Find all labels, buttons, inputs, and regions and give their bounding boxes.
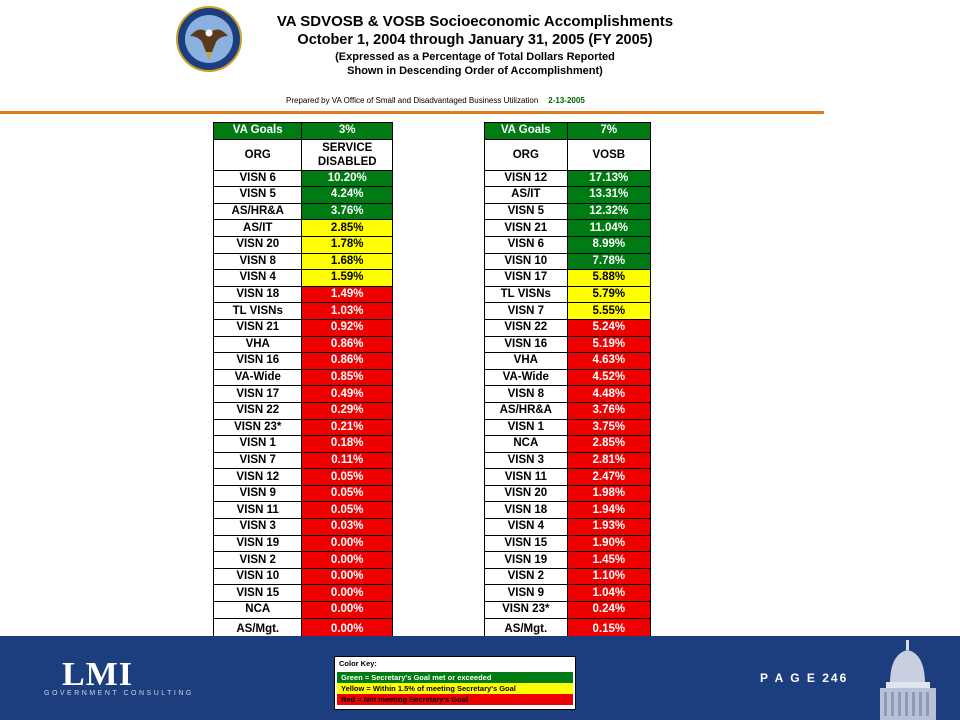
org-cell: AS/Mgt. [214,618,302,641]
value-cell: 0.85% [302,369,393,386]
org-cell: VISN 18 [214,286,302,303]
org-cell: TL VISNs [214,303,302,320]
sdvosb-goal-row [214,123,393,140]
goal-value: 7% [567,123,650,140]
value-cell: 7.78% [567,253,650,270]
table-row [214,203,393,220]
value-cell: 0.21% [302,419,393,436]
page-label: P A G E [760,671,817,685]
value-cell: 0.05% [302,469,393,486]
goal-value: 3% [302,123,393,140]
org-header: ORG [485,139,568,170]
org-cell: VHA [485,353,568,370]
table-row [214,402,393,419]
table-row [485,469,651,486]
table-row [485,519,651,536]
table-row [485,602,651,619]
org-cell: VISN 19 [485,552,568,569]
org-cell: VISN 12 [485,170,568,187]
value-cell: 5.19% [567,336,650,353]
table-row [214,502,393,519]
value-cell: 4.63% [567,353,650,370]
value-cell: 0.49% [302,386,393,403]
table-row [214,485,393,502]
sdvosb-header-row [214,139,393,170]
value-cell: 1.04% [567,585,650,602]
period-subtitle: October 1, 2004 through January 31, 2005 (FY 2005) [297,32,653,48]
sdvosb-table [213,122,393,642]
vosb-header: VOSB [567,139,650,170]
value-cell: 2.85% [567,436,650,453]
table-row [485,220,651,237]
prepared-by-text: Prepared by VA Office of Small and Disadvantaged Business Utilization [286,96,539,105]
value-cell: 0.86% [302,353,393,370]
value-cell: 3.75% [567,419,650,436]
value-cell: 5.55% [567,303,650,320]
table-row [214,319,393,336]
value-cell: 0.29% [302,402,393,419]
value-cell: 10.20% [302,170,393,187]
org-cell: VISN 8 [214,253,302,270]
table-row [214,452,393,469]
vosb-table [484,122,651,642]
prepared-by [286,96,585,105]
color-key-red: Red = Not meeting Secretary's Goal [337,694,573,705]
org-cell: VISN 10 [485,253,568,270]
org-cell: VISN 18 [485,502,568,519]
org-cell: VISN 20 [214,236,302,253]
table-row [485,535,651,552]
value-cell: 0.03% [302,519,393,536]
table-row [485,353,651,370]
table-row [214,369,393,386]
table-row [485,419,651,436]
table-row [214,187,393,204]
org-header: ORG [214,139,302,170]
value-cell: 1.03% [302,303,393,320]
org-cell: VISN 3 [214,519,302,536]
value-cell: 12.32% [567,203,650,220]
org-cell: VISN 16 [485,336,568,353]
org-cell: VISN 9 [214,485,302,502]
org-cell: VISN 22 [485,319,568,336]
table-row [485,552,651,569]
org-cell: VISN 5 [485,203,568,220]
table-row [214,585,393,602]
value-cell: 0.00% [302,618,393,641]
table-row [485,585,651,602]
color-key [334,656,576,710]
org-cell: VISN 17 [485,270,568,287]
vosb-header-row [485,139,651,170]
color-key-yellow: Yellow = Within 1.5% of meeting Secretary's Goal [337,683,573,694]
table-row [485,170,651,187]
value-cell: 1.94% [567,502,650,519]
value-cell: 13.31% [567,187,650,204]
org-cell: VISN 20 [485,485,568,502]
table-row [485,386,651,403]
table-row [485,203,651,220]
org-cell: VISN 22 [214,402,302,419]
table-row [485,286,651,303]
org-cell: VHA [214,336,302,353]
org-cell: AS/HR&A [485,402,568,419]
value-cell: 4.48% [567,386,650,403]
title-block [250,12,700,78]
table-row [214,535,393,552]
value-cell: 0.00% [302,602,393,619]
table-row [485,402,651,419]
org-cell: VISN 6 [214,170,302,187]
note-line-1: (Expressed as a Percentage of Total Dollars Reported [335,51,615,63]
value-cell: 5.88% [567,270,650,287]
value-cell: 0.11% [302,452,393,469]
org-cell: VISN 8 [485,386,568,403]
slide-header [0,0,960,115]
table-row [485,485,651,502]
value-cell: 1.45% [567,552,650,569]
org-cell: VISN 3 [485,452,568,469]
org-cell: VISN 1 [214,436,302,453]
page-title: VA SDVOSB & VOSB Socioeconomic Accomplishments [276,13,674,30]
org-cell: VISN 21 [485,220,568,237]
table-row [214,253,393,270]
lmi-logo-subtitle: GOVERNMENT CONSULTING [44,690,194,697]
value-cell: 0.05% [302,485,393,502]
page-number-value: 246 [822,671,849,685]
vosb-rows [485,170,651,641]
table-row [214,568,393,585]
lmi-logo: LMI [62,656,133,693]
header-line-1: SERVICE [322,141,373,154]
org-cell: VISN 11 [485,469,568,486]
org-cell: VISN 11 [214,502,302,519]
value-cell: 0.86% [302,336,393,353]
capitol-dome-icon [860,636,960,720]
header-line-2: DISABLED [317,155,377,168]
org-cell: VISN 15 [214,585,302,602]
org-cell: VISN 10 [214,568,302,585]
value-cell: 0.18% [302,436,393,453]
goal-label: VA Goals [485,123,568,140]
prepared-date: 2-13-2005 [548,96,585,105]
table-row [485,369,651,386]
value-cell: 3.76% [302,203,393,220]
table-row [485,303,651,320]
table-row [485,436,651,453]
org-cell: VISN 2 [214,552,302,569]
org-cell: VISN 1 [485,419,568,436]
service-disabled-header [302,139,393,170]
va-seal-icon [176,6,242,72]
value-cell: 1.68% [302,253,393,270]
org-cell: AS/IT [214,220,302,237]
org-cell: VISN 23* [485,602,568,619]
table-row [214,236,393,253]
value-cell: 11.04% [567,220,650,237]
value-cell: 0.00% [302,535,393,552]
table-row [214,436,393,453]
value-cell: 5.24% [567,319,650,336]
sdvosb-rows [214,170,393,641]
value-cell: 0.92% [302,319,393,336]
value-cell: 1.49% [302,286,393,303]
table-row [485,187,651,204]
value-cell: 1.59% [302,270,393,287]
table-row [214,386,393,403]
value-cell: 1.78% [302,236,393,253]
value-cell: 0.00% [302,568,393,585]
value-cell: 3.76% [567,402,650,419]
table-row [485,270,651,287]
org-cell: TL VISNs [485,286,568,303]
org-cell: VA-Wide [214,369,302,386]
org-cell: VISN 12 [214,469,302,486]
table-row [214,602,393,619]
value-cell: 0.00% [302,552,393,569]
org-cell: VISN 23* [214,419,302,436]
org-cell: VISN 6 [485,236,568,253]
value-cell: 2.47% [567,469,650,486]
org-cell: VISN 19 [214,535,302,552]
table-row [214,353,393,370]
orange-divider [0,111,824,114]
org-cell: VISN 7 [485,303,568,320]
vosb-goal-row [485,123,651,140]
table-row [214,220,393,237]
table-row [214,170,393,187]
table-row [214,519,393,536]
value-cell: 1.10% [567,568,650,585]
org-cell: VISN 9 [485,585,568,602]
note-line-2: Shown in Descending Order of Accomplishment) [347,65,603,77]
org-cell: VISN 16 [214,353,302,370]
value-cell: 0.05% [302,502,393,519]
goal-label: VA Goals [214,123,302,140]
org-cell: NCA [214,602,302,619]
table-row [485,319,651,336]
table-row [214,469,393,486]
org-cell: VA-Wide [485,369,568,386]
value-cell: 1.90% [567,535,650,552]
table-row [214,270,393,287]
table-row [214,419,393,436]
org-cell: VISN 5 [214,187,302,204]
value-cell: 8.99% [567,236,650,253]
value-cell: 4.24% [302,187,393,204]
org-cell: VISN 4 [485,519,568,536]
table-row [214,286,393,303]
color-key-green: Green = Secretary's Goal met or exceeded [337,672,573,683]
table-row [485,253,651,270]
org-cell: NCA [485,436,568,453]
page-number [760,671,848,685]
value-cell: 2.85% [302,220,393,237]
org-cell: VISN 21 [214,319,302,336]
color-key-title: Color Key: [339,659,377,668]
org-cell: VISN 15 [485,535,568,552]
org-cell: AS/Mgt. [485,618,568,641]
org-cell: AS/HR&A [214,203,302,220]
value-cell: 17.13% [567,170,650,187]
table-row [214,336,393,353]
org-cell: VISN 2 [485,568,568,585]
value-cell: 1.98% [567,485,650,502]
value-cell: 5.79% [567,286,650,303]
value-cell: 4.52% [567,369,650,386]
table-row [214,303,393,320]
value-cell: 0.15% [567,618,650,641]
table-row [485,452,651,469]
table-row [485,336,651,353]
org-cell: VISN 4 [214,270,302,287]
org-cell: VISN 7 [214,452,302,469]
table-row [214,552,393,569]
value-cell: 0.24% [567,602,650,619]
value-cell: 2.81% [567,452,650,469]
value-cell: 0.00% [302,585,393,602]
table-row [485,568,651,585]
table-row [485,502,651,519]
value-cell: 1.93% [567,519,650,536]
table-row [485,236,651,253]
org-cell: AS/IT [485,187,568,204]
org-cell: VISN 17 [214,386,302,403]
